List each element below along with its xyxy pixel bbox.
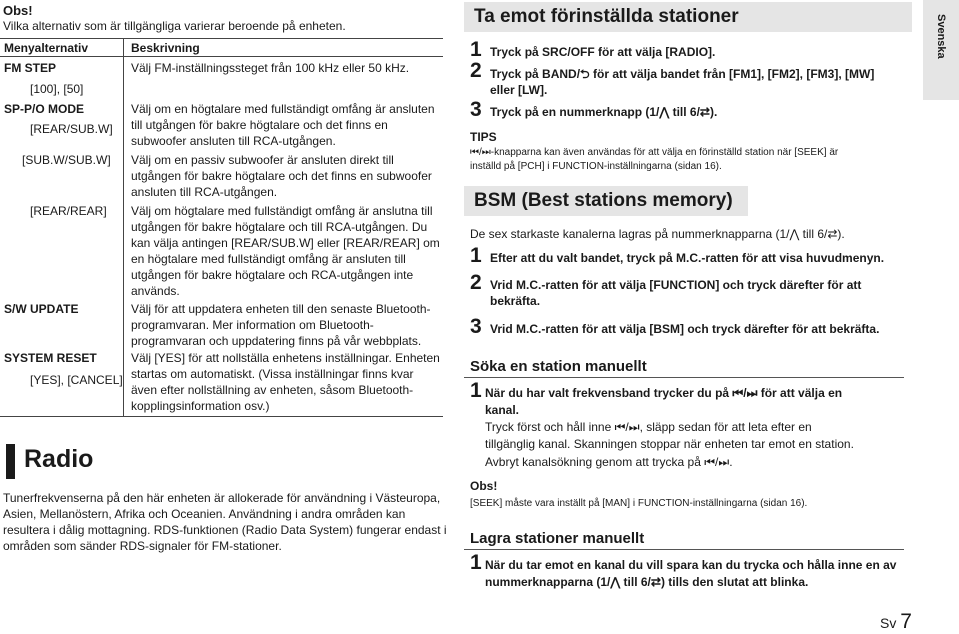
row-options-subw-subw: [SUB.W/SUB.W] [22,153,111,167]
preset-heading-box [464,2,912,32]
bsm-step-3-num: 3 [470,315,482,338]
bsm-step-1-text: Efter att du valt bandet, tryck på M.C.-ratten för att visa huvudmenyn. [490,251,885,265]
preset-step-2-text-c: eller [LW]. [490,83,548,97]
skip-back-icon: ⏮ [614,420,626,434]
band-escape-icon: ⮌ [580,67,590,81]
bsm-step-2-text-a: Vrid M.C.-ratten för att välja [FUNCTION] och tryck därefter för att [490,278,862,292]
bsm-heading: BSM (Best stations memory) [474,190,733,211]
radio-description: Tunerfrekvenserna på den här enheten är allokerade för användning i Västeuropa, Asien, Mellanöstern, Afrika och Oceanien. Användning i andra områden kan resultera i dålig mottagning. RDS-funktionen (Radio Data System) fungerar endast i områden som sänder RDS-signaler för FM-stationer. [3,491,447,553]
skip-forward-icon: ⏭ [628,420,640,434]
bsm-step-3-text: Vrid M.C.-ratten för att välja [BSM] och tryck därefter för att bekräfta. [490,322,880,336]
row-name-sp-po-mode: SP-P/O MODE [4,102,85,116]
obs-text: Vilka alternativ som är tillgängliga varierar beroende på enheten. [3,19,346,33]
skip-forward-icon: ⏭ [746,386,758,400]
manual-step-num: 1 [470,379,482,402]
manual-note-c: , släpp sedan för att leta efter en [639,420,812,434]
bsm-intro-a: De sex starkaste kanalerna lagras på nummerknapparna (1/ [470,227,790,241]
radio-heading-bar [6,444,15,479]
manual-note-line-3 [485,454,733,470]
manual-note-d: tillgänglig kanal. Skanningen stoppar när enheten tar emot en station. [485,437,854,451]
tips-text-a: / [479,147,482,158]
manual-step-c: för att välja en [757,386,843,400]
skip-forward-icon: ⏭ [718,455,730,469]
chevron-up-icon: ⋀ [659,105,670,119]
row-name-sw-update: S/W UPDATE [4,302,79,316]
preset-heading: Ta emot förinställda stationer [474,6,739,27]
manual-step-d: kanal. [485,403,520,417]
header-desc: Beskrivning [131,41,200,55]
preset-step-2-line [490,66,874,82]
page-number [880,610,912,634]
page-number-value: 7 [900,610,912,633]
skip-back-icon: ⏮ [704,455,716,469]
preset-step-1-text: Tryck på SRC/OFF för att välja [RADIO]. [490,45,716,59]
manual-note-a: Tryck först och håll inne [485,420,615,434]
row-desc-fm-step: Välj FM-inställningssteget från 100 kHz eller 50 kHz. [131,61,410,75]
store-step-d: ) tills den slutat att blinka. [660,575,809,589]
language-tab [923,0,959,100]
row-options-fm-step: [100], [50] [30,82,84,96]
row-desc-rear-rear: Välj om högtalare med fullständigt omfång är anslutna till utgången för bakre högtalare och till RCA-utgången. Du kan välja antingen [REAR/SUB.W] eller [REAR/REAR] om en högtalare med fullständigt omfång är ansluten till utgången för bakre högtalare och RCA-utgången inte används. [131,204,440,298]
preset-step-3-text-c: ). [709,105,718,119]
chevron-up-icon: ⋀ [789,227,800,241]
row-desc-sw-update: Välj för att uppdatera enheten till den senaste Bluetooth-programvaran. Mer information om Bluetooth-programvaran och uppdatering finns på vår webbplats. [131,302,431,348]
row-desc-subw-subw: Välj om en passiv subwoofer är ansluten direkt till utgången för bakre högtalare och det finns en subwoofer ansluten till RCA-utgången. [131,153,432,199]
manual-heading-rule [464,377,904,378]
row-desc-rear-subw: Välj om en högtalare med fullständigt omfång är ansluten till utgången för bakre högtalare och det finns en subwoofer ansluten till RCA-utgången. [131,102,435,148]
page-prefix: Sv [880,615,897,631]
table-top-rule [0,38,443,39]
manual-note-b: / [625,420,629,434]
preset-step-2-text-a: Tryck på BAND/ [490,67,581,81]
preset-step-3-num: 3 [470,98,482,121]
row-options-system-reset: [YES], [CANCEL] [30,373,123,387]
skip-back-icon: ⏮ [470,147,479,158]
repeat-icon: ⇄ [827,227,838,241]
skip-forward-icon: ⏭ [481,147,491,158]
row-options-rear-subw: [REAR/SUB.W] [30,122,113,136]
repeat-icon: ⇄ [650,575,661,589]
manual-step-a: När du har valt frekvensband trycker du på [485,386,733,400]
tips-line-2: inställd på [PCH] i FUNCTION-inställningarna (sidan 16). [470,161,722,172]
bsm-step-1-num: 1 [470,244,482,267]
preset-step-2-num: 2 [470,59,482,82]
bsm-intro [470,226,845,242]
manual-note-line-1 [485,419,812,435]
bsm-intro-c: ). [837,227,845,241]
preset-step-3-text-b: till 6/ [669,105,700,119]
table-bottom-rule [0,416,443,417]
store-step-c: till 6/ [620,575,651,589]
manual-obs-title: Obs! [470,479,498,493]
tips-line-1 [470,146,838,159]
repeat-icon: ⇄ [699,105,710,119]
manual-note-f: / [715,455,719,469]
store-step-a: När du tar emot en kanal du vill spara kan du trycka och hålla inne en av [485,558,897,572]
language-tab-label: Svenska [935,14,947,59]
store-heading-rule [464,549,904,550]
chevron-up-icon: ⋀ [610,575,621,589]
tips-text-b: -knapparna kan även användas för att välja en förinställd station när [SEEK] är [490,147,839,158]
manual-heading: Söka en station manuellt [470,358,647,375]
bsm-step-2-num: 2 [470,271,482,294]
skip-back-icon: ⏮ [732,386,744,400]
row-name-system-reset: SYSTEM RESET [4,351,97,365]
header-menu: Menyalternativ [4,41,89,55]
table-header-rule [0,56,443,57]
manual-obs-text: [SEEK] måste vara inställt på [MAN] i FUNCTION-inställningarna (sidan 16). [470,498,808,509]
manual-step-line [485,385,842,401]
bsm-step-2-text-b: bekräfta. [490,294,541,308]
row-options-rear-rear: [REAR/REAR] [30,204,107,218]
preset-step-2-text-b: för att välja bandet från [FM1], [FM2], [FM3], [MW] [589,67,875,81]
row-name-fm-step: FM STEP [4,61,57,75]
preset-step-3-text-a: Tryck på en nummerknapp (1/ [490,105,660,119]
table-column-rule [123,38,124,416]
tips-label: TIPS [470,130,497,144]
bsm-intro-b: till 6/ [799,227,828,241]
store-step-b: nummerknapparna (1/ [485,575,611,589]
store-step-line-2 [485,574,808,590]
row-desc-system-reset: Välj [YES] för att nollställa enhetens inställningar. Enheten startas om automatiskt. (Vissa inställningar finns kvar även efter nollställning av enheten, såsom Bluetooth-kopplingsinformation osv.) [131,351,440,413]
menu-table [0,38,443,418]
manual-note-g: . [729,455,733,469]
radio-heading: Radio [24,445,94,473]
bsm-heading-box [464,186,748,216]
store-step-num: 1 [470,551,482,574]
preset-step-1-num: 1 [470,38,482,61]
store-heading: Lagra stationer manuellt [470,530,645,547]
obs-title: Obs! [3,3,33,18]
preset-step-3-line [490,104,717,120]
manual-step-b: / [743,386,747,400]
manual-note-e: Avbryt kanalsökning genom att trycka på [485,455,705,469]
